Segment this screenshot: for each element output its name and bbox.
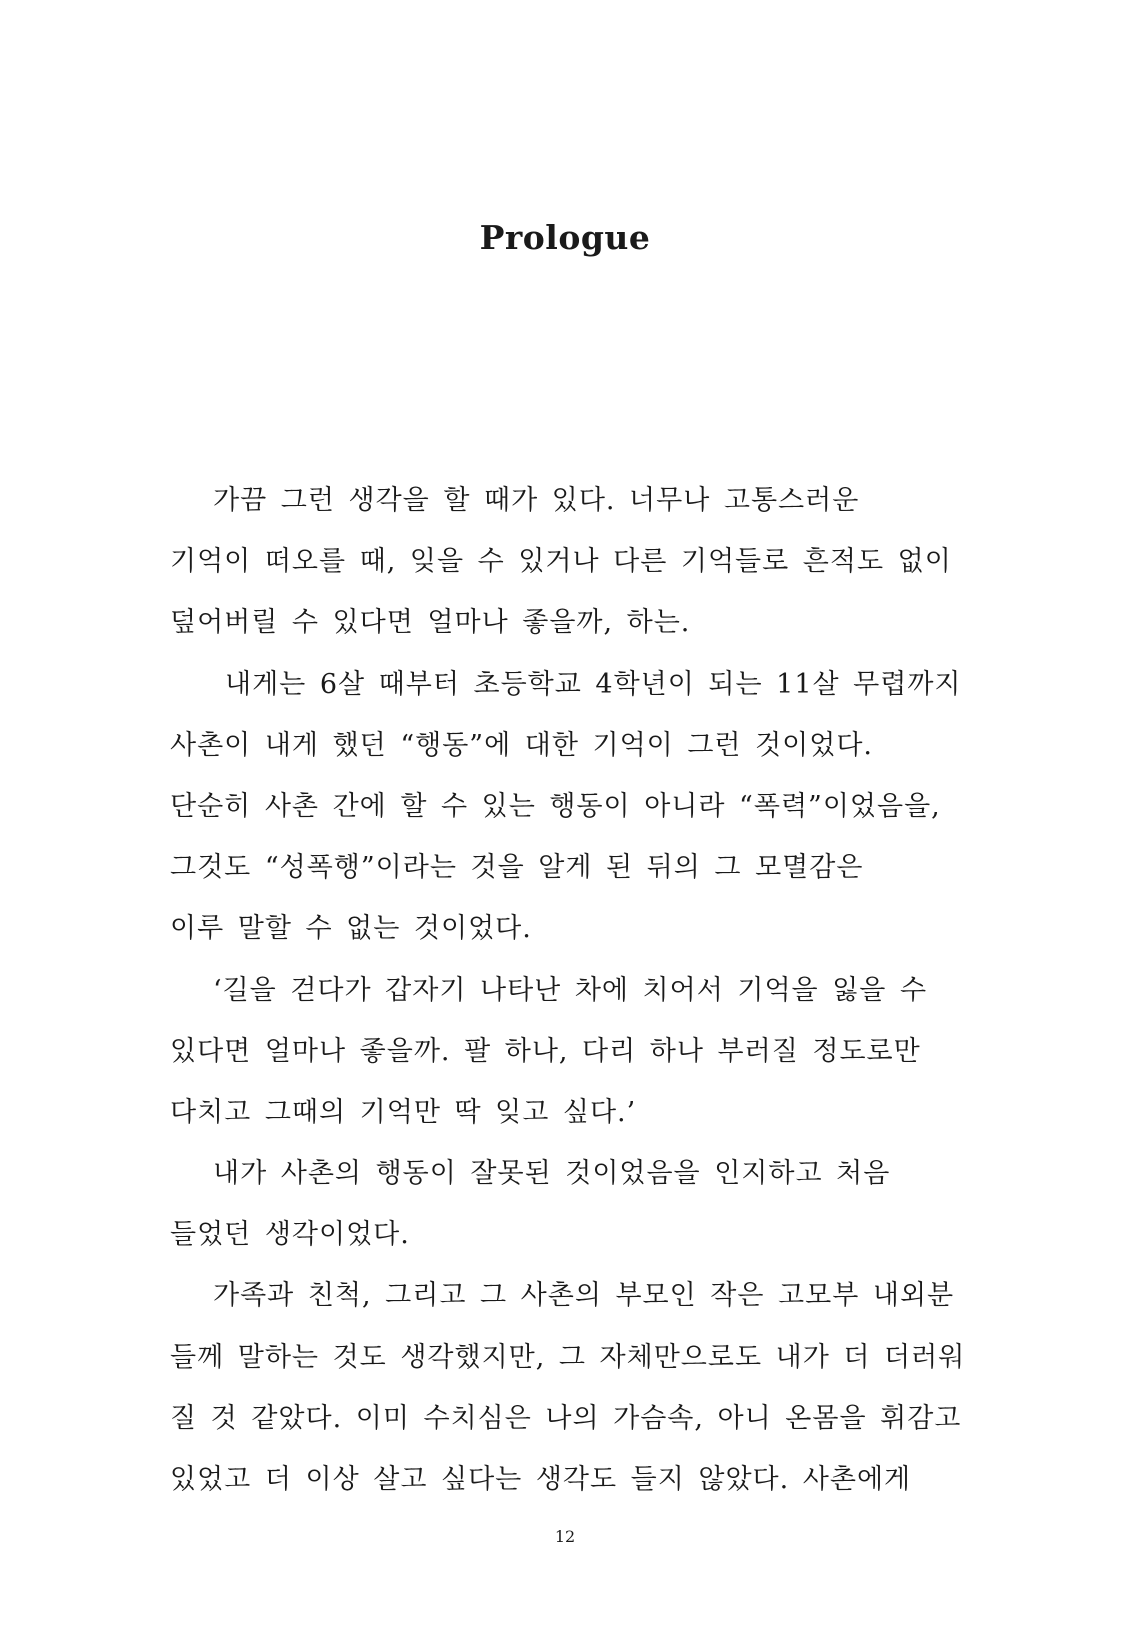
text-line: 있다면 얼마나 좋을까. 팔 하나, 다리 하나 부러질 정도로만 bbox=[170, 1035, 921, 1067]
text-line: 질 것 같았다. 이미 수치심은 나의 가슴속, 아니 온몸을 휘감고 bbox=[170, 1402, 962, 1434]
text-line: 사촌이 내게 했던 “행동”에 대한 기억이 그런 것이었다. bbox=[170, 729, 873, 761]
text-line: 다치고 그때의 기억만 딱 잊고 싶다.’ bbox=[170, 1096, 637, 1128]
text-line: 단순히 사촌 간에 할 수 있는 행동이 아니라 “폭력”이었음을, bbox=[170, 790, 941, 822]
text-line: 그것도 “성폭행”이라는 것을 알게 된 뒤의 그 모멸감은 bbox=[170, 852, 864, 884]
text-line: 내게는 6살 때부터 초등학교 4학년이 되는 11살 무렵까지 bbox=[225, 668, 962, 700]
text-line: 가족과 친척, 그리고 그 사촌의 부모인 작은 고모부 내외분 bbox=[213, 1280, 955, 1312]
text-line: 이루 말할 수 없는 것이었다. bbox=[170, 913, 532, 945]
text-line: 기억이 떠오를 때, 잊을 수 있거나 다른 기억들로 흔적도 없이 bbox=[170, 546, 952, 578]
text-line: 덮어버릴 수 있다면 얼마나 좋을까, 하는. bbox=[170, 607, 691, 639]
text-line: 가끔 그런 생각을 할 때가 있다. 너무나 고통스러운 bbox=[213, 485, 860, 516]
text-line: 들께 말하는 것도 생각했지만, 그 자체만으로도 내가 더 더러워 bbox=[170, 1341, 966, 1373]
chapter-title: Prologue bbox=[479, 218, 651, 257]
page-number: 12 bbox=[554, 1527, 576, 1546]
text-line: ‘길을 걷다가 갑자기 나타난 차에 치어서 기억을 잃을 수 bbox=[213, 974, 928, 1006]
text-line: 들었던 생각이었다. bbox=[170, 1219, 410, 1251]
body-text bbox=[170, 470, 970, 1510]
text-line: 있었고 더 이상 살고 싶다는 생각도 들지 않았다. 사촌에게 bbox=[170, 1464, 912, 1495]
text-line: 내가 사촌의 행동이 잘못된 것이었음을 인지하고 처음 bbox=[213, 1158, 891, 1190]
